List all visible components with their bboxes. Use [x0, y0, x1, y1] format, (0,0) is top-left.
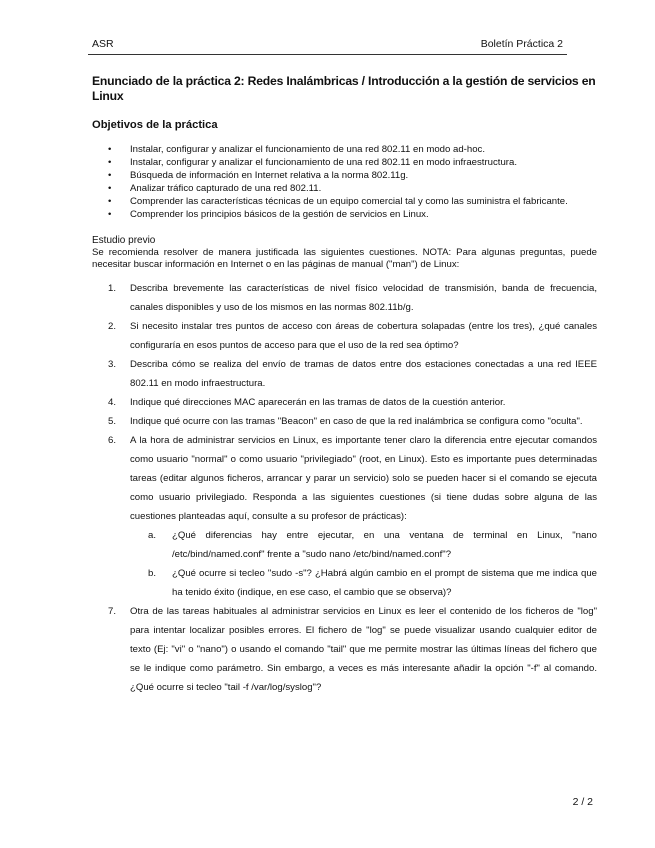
objectives-heading: Objetivos de la práctica: [92, 118, 218, 131]
question-item: [92, 412, 597, 431]
subquestion-letter: a.: [148, 530, 157, 542]
question-item: [92, 279, 597, 317]
question-text: Indique qué direcciones MAC aparecerán en las tramas de datos de la cuestión anterior.: [130, 397, 506, 409]
question-item: [92, 317, 597, 355]
subquestion-item: [130, 526, 597, 564]
questions-list: [92, 279, 597, 697]
page-number: 2 / 2: [572, 796, 593, 808]
question-text: Indique qué ocurre con las tramas "Beacon" en caso de que la red inalámbrica se configura como "oculta".: [130, 416, 583, 428]
study-heading: Estudio previo: [92, 234, 156, 246]
question-number: 4.: [108, 397, 117, 409]
objectives-list: [92, 144, 597, 221]
list-item: • Instalar, configurar y analizar el funcionamiento de una red 802.11 en modo infraestructura.: [92, 157, 597, 169]
question-text: Describa brevemente las características de nivel físico velocidad de transmisión, banda de frecuencia, canales disponibles y uso de los mismos en las normas 802.11b/g.: [130, 283, 597, 314]
list-item: • Comprender los principios básicos de la gestión de servicios en Linux.: [92, 209, 597, 221]
list-item: • Búsqueda de información en Internet relativa a la norma 802.11g.: [92, 170, 597, 182]
question-item: [92, 393, 597, 412]
question-text: Si necesito instalar tres puntos de acceso con áreas de cobertura solapadas (entre los tres), ¿qué canales configuraría en esos puntos de acceso para que el uso de la red sea óptimo?: [130, 321, 597, 352]
subquestion-text: ¿Qué diferencias hay entre ejecutar, en una ventana de terminal en Linux, "nano /etc/bind/named.conf" frente a "sudo nano /etc/bind/named.conf"?: [172, 530, 597, 561]
question-number: 6.: [108, 435, 117, 447]
study-intro: Se recomienda resolver de manera justificada las siguientes cuestiones. NOTA: Para algunas preguntas, puede necesitar buscar información en Internet o en las páginas de manual ("man") de Linux:: [92, 247, 597, 271]
question-number: 5.: [108, 416, 117, 428]
list-item: • Analizar tráfico capturado de una red 802.11.: [92, 183, 597, 195]
question-number: 3.: [108, 359, 117, 371]
question-item: [92, 602, 597, 697]
question-item: [92, 355, 597, 393]
question-item: [92, 431, 597, 602]
question-number: 2.: [108, 321, 117, 333]
header-right: Boletín Práctica 2: [480, 38, 563, 50]
document-title: Enunciado de la práctica 2: Redes Inalámbricas / Introducción a la gestión de servicios en Linux: [92, 74, 596, 103]
question-text: Describa cómo se realiza del envío de tramas de datos entre dos estaciones conectadas a una red IEEE 802.11 en modo infraestructura.: [130, 359, 597, 390]
question-number: 1.: [108, 283, 117, 295]
page-body: [92, 74, 597, 697]
question-text: A la hora de administrar servicios en Linux, es importante tener claro la diferencia entre ejecutar comandos como usuario "normal" o como usuario "privilegiado" (root, en Linux). Esto es importante pues determinadas tareas (editar algunos ficheros, arrancar y parar un servicio) solo se pueden hacer si el comando se ejecuta como usuario privilegiado. Responda a las siguientes cuestiones (si tiene dudas sobre alguna de las cuestiones planteadas aquí, consulte a su profesor de prácticas):: [130, 435, 597, 523]
list-item: • Instalar, configurar y analizar el funcionamiento de una red 802.11 en modo ad-hoc.: [92, 144, 597, 156]
list-item: • Comprender las características técnicas de un equipo comercial tal y como las suministra el fabricante.: [92, 196, 597, 208]
subquestion-item: [130, 564, 597, 602]
page-header: [92, 38, 563, 50]
subquestion-text: ¿Qué ocurre si tecleo "sudo -s"? ¿Habrá algún cambio en el prompt de sistema que me indica que ha tenido éxito (indique, en ese caso, el cambio que se observa)?: [172, 568, 597, 599]
header-left: ASR: [92, 38, 114, 50]
question-text: Otra de las tareas habituales al administrar servicios en Linux es leer el contenido de los ficheros de "log" para intentar localizar posibles errores. El fichero de "log" se puede visualizar usando cualquier editor de texto (Ej: "vi" o "nano") o usando el comando "tail" que me permite mostrar las últimas líneas del fichero que se le indique como parámetro. Sin embargo, a veces es más interesante añadir la opción "-f" al comando. ¿Qué ocurre si tecleo "tail -f /var/log/syslog"?: [130, 606, 597, 694]
subquestion-letter: b.: [148, 568, 157, 580]
subquestions-list: [130, 526, 597, 602]
header-rule: [88, 54, 567, 55]
question-number: 7.: [108, 606, 117, 618]
